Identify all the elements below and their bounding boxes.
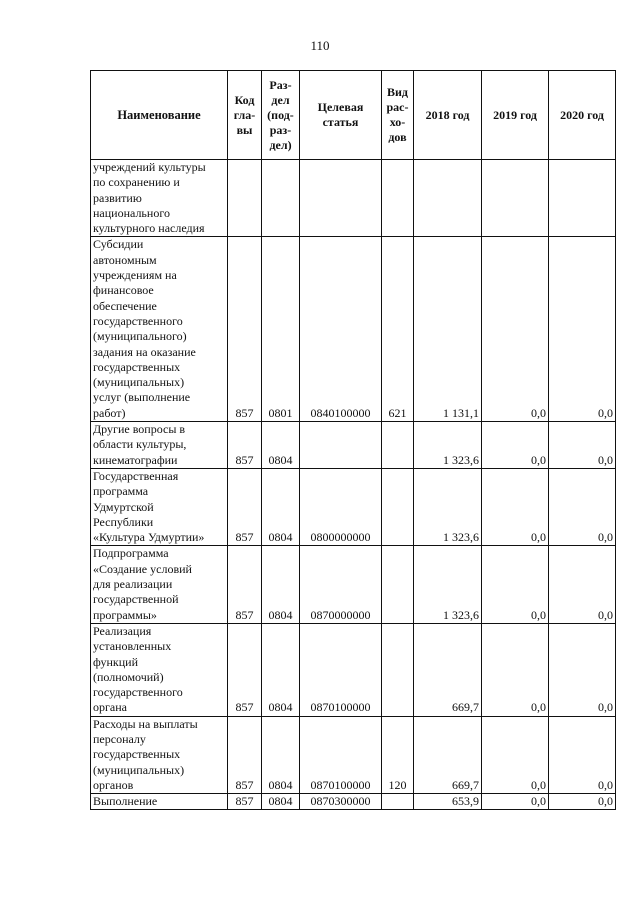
cell-section: 0804 — [262, 546, 300, 623]
cell-target-article: 0870300000 — [300, 794, 382, 810]
page-number: 110 — [310, 38, 330, 53]
cell-year-2018: 1 323,6 — [414, 468, 482, 545]
cell-year-2020: 0,0 — [549, 716, 616, 793]
cell-section: 0804 — [262, 623, 300, 716]
cell-expense-type: 120 — [382, 716, 414, 793]
cell-year-2019 — [482, 160, 549, 237]
cell-chapter-code — [228, 160, 262, 237]
table-row — [91, 546, 616, 623]
cell-year-2019: 0,0 — [482, 422, 549, 469]
cell-chapter-code: 857 — [228, 623, 262, 716]
cell-expense-type — [382, 794, 414, 810]
table-row — [91, 237, 616, 422]
cell-chapter-code: 857 — [228, 794, 262, 810]
cell-target-article: 0800000000 — [300, 468, 382, 545]
budget-table — [90, 70, 616, 810]
cell-chapter-code: 857 — [228, 237, 262, 422]
header-section: Раз- дел (под- раз- дел) — [262, 71, 300, 160]
table-header-row — [91, 71, 616, 160]
cell-target-article — [300, 422, 382, 469]
cell-year-2020: 0,0 — [549, 623, 616, 716]
cell-year-2019: 0,0 — [482, 237, 549, 422]
cell-name: Выполнение — [91, 794, 228, 810]
cell-expense-type — [382, 623, 414, 716]
cell-name: Субсидии автономным учреждениям на финансовое обеспечение государственного (муниципального) задания на оказание государственных (муниципальных) услуг (выполнение работ) — [91, 237, 228, 422]
cell-target-article: 0870100000 — [300, 623, 382, 716]
cell-section: 0801 — [262, 237, 300, 422]
cell-chapter-code: 857 — [228, 422, 262, 469]
cell-year-2018: 1 131,1 — [414, 237, 482, 422]
cell-section — [262, 160, 300, 237]
header-expense-type: Вид рас- хо- дов — [382, 71, 414, 160]
cell-name: Реализация установленных функций (полномочий) государственного органа — [91, 623, 228, 716]
cell-target-article: 0870000000 — [300, 546, 382, 623]
cell-name: Другие вопросы в области культуры, кинематографии — [91, 422, 228, 469]
table-row — [91, 716, 616, 793]
header-chapter-code: Код гла- вы — [228, 71, 262, 160]
cell-year-2018: 1 323,6 — [414, 422, 482, 469]
cell-target-article — [300, 160, 382, 237]
cell-year-2019: 0,0 — [482, 794, 549, 810]
cell-expense-type — [382, 468, 414, 545]
cell-chapter-code: 857 — [228, 468, 262, 545]
cell-year-2019: 0,0 — [482, 468, 549, 545]
cell-name: Расходы на выплаты персоналу государственных (муниципальных) органов — [91, 716, 228, 793]
cell-expense-type — [382, 160, 414, 237]
header-name: Наименование — [91, 71, 228, 160]
table-row — [91, 160, 616, 237]
table-row — [91, 422, 616, 469]
cell-section: 0804 — [262, 794, 300, 810]
cell-year-2018: 669,7 — [414, 623, 482, 716]
cell-year-2018: 1 323,6 — [414, 546, 482, 623]
cell-section: 0804 — [262, 468, 300, 545]
cell-year-2020: 0,0 — [549, 546, 616, 623]
cell-chapter-code: 857 — [228, 716, 262, 793]
header-year-2018: 2018 год — [414, 71, 482, 160]
table-row — [91, 623, 616, 716]
cell-section: 0804 — [262, 716, 300, 793]
cell-name: Подпрограмма «Создание условий для реализации государственной программы» — [91, 546, 228, 623]
cell-expense-type — [382, 422, 414, 469]
cell-year-2020: 0,0 — [549, 237, 616, 422]
cell-year-2018 — [414, 160, 482, 237]
cell-expense-type — [382, 546, 414, 623]
cell-year-2020: 0,0 — [549, 422, 616, 469]
cell-year-2020: 0,0 — [549, 468, 616, 545]
table-row — [91, 468, 616, 545]
cell-target-article: 0870100000 — [300, 716, 382, 793]
cell-year-2020 — [549, 160, 616, 237]
cell-name: учреждений культуры по сохранению и развитию национального культурного наследия — [91, 160, 228, 237]
cell-expense-type: 621 — [382, 237, 414, 422]
table-row — [91, 794, 616, 810]
cell-year-2018: 653,9 — [414, 794, 482, 810]
header-year-2020: 2020 год — [549, 71, 616, 160]
cell-section: 0804 — [262, 422, 300, 469]
cell-year-2019: 0,0 — [482, 623, 549, 716]
cell-chapter-code: 857 — [228, 546, 262, 623]
cell-target-article: 0840100000 — [300, 237, 382, 422]
cell-year-2020: 0,0 — [549, 794, 616, 810]
header-target-article: Целевая статья — [300, 71, 382, 160]
cell-year-2019: 0,0 — [482, 716, 549, 793]
header-year-2019: 2019 год — [482, 71, 549, 160]
cell-year-2019: 0,0 — [482, 546, 549, 623]
cell-year-2018: 669,7 — [414, 716, 482, 793]
cell-name: Государственная программа Удмуртской Республики «Культура Удмуртии» — [91, 468, 228, 545]
